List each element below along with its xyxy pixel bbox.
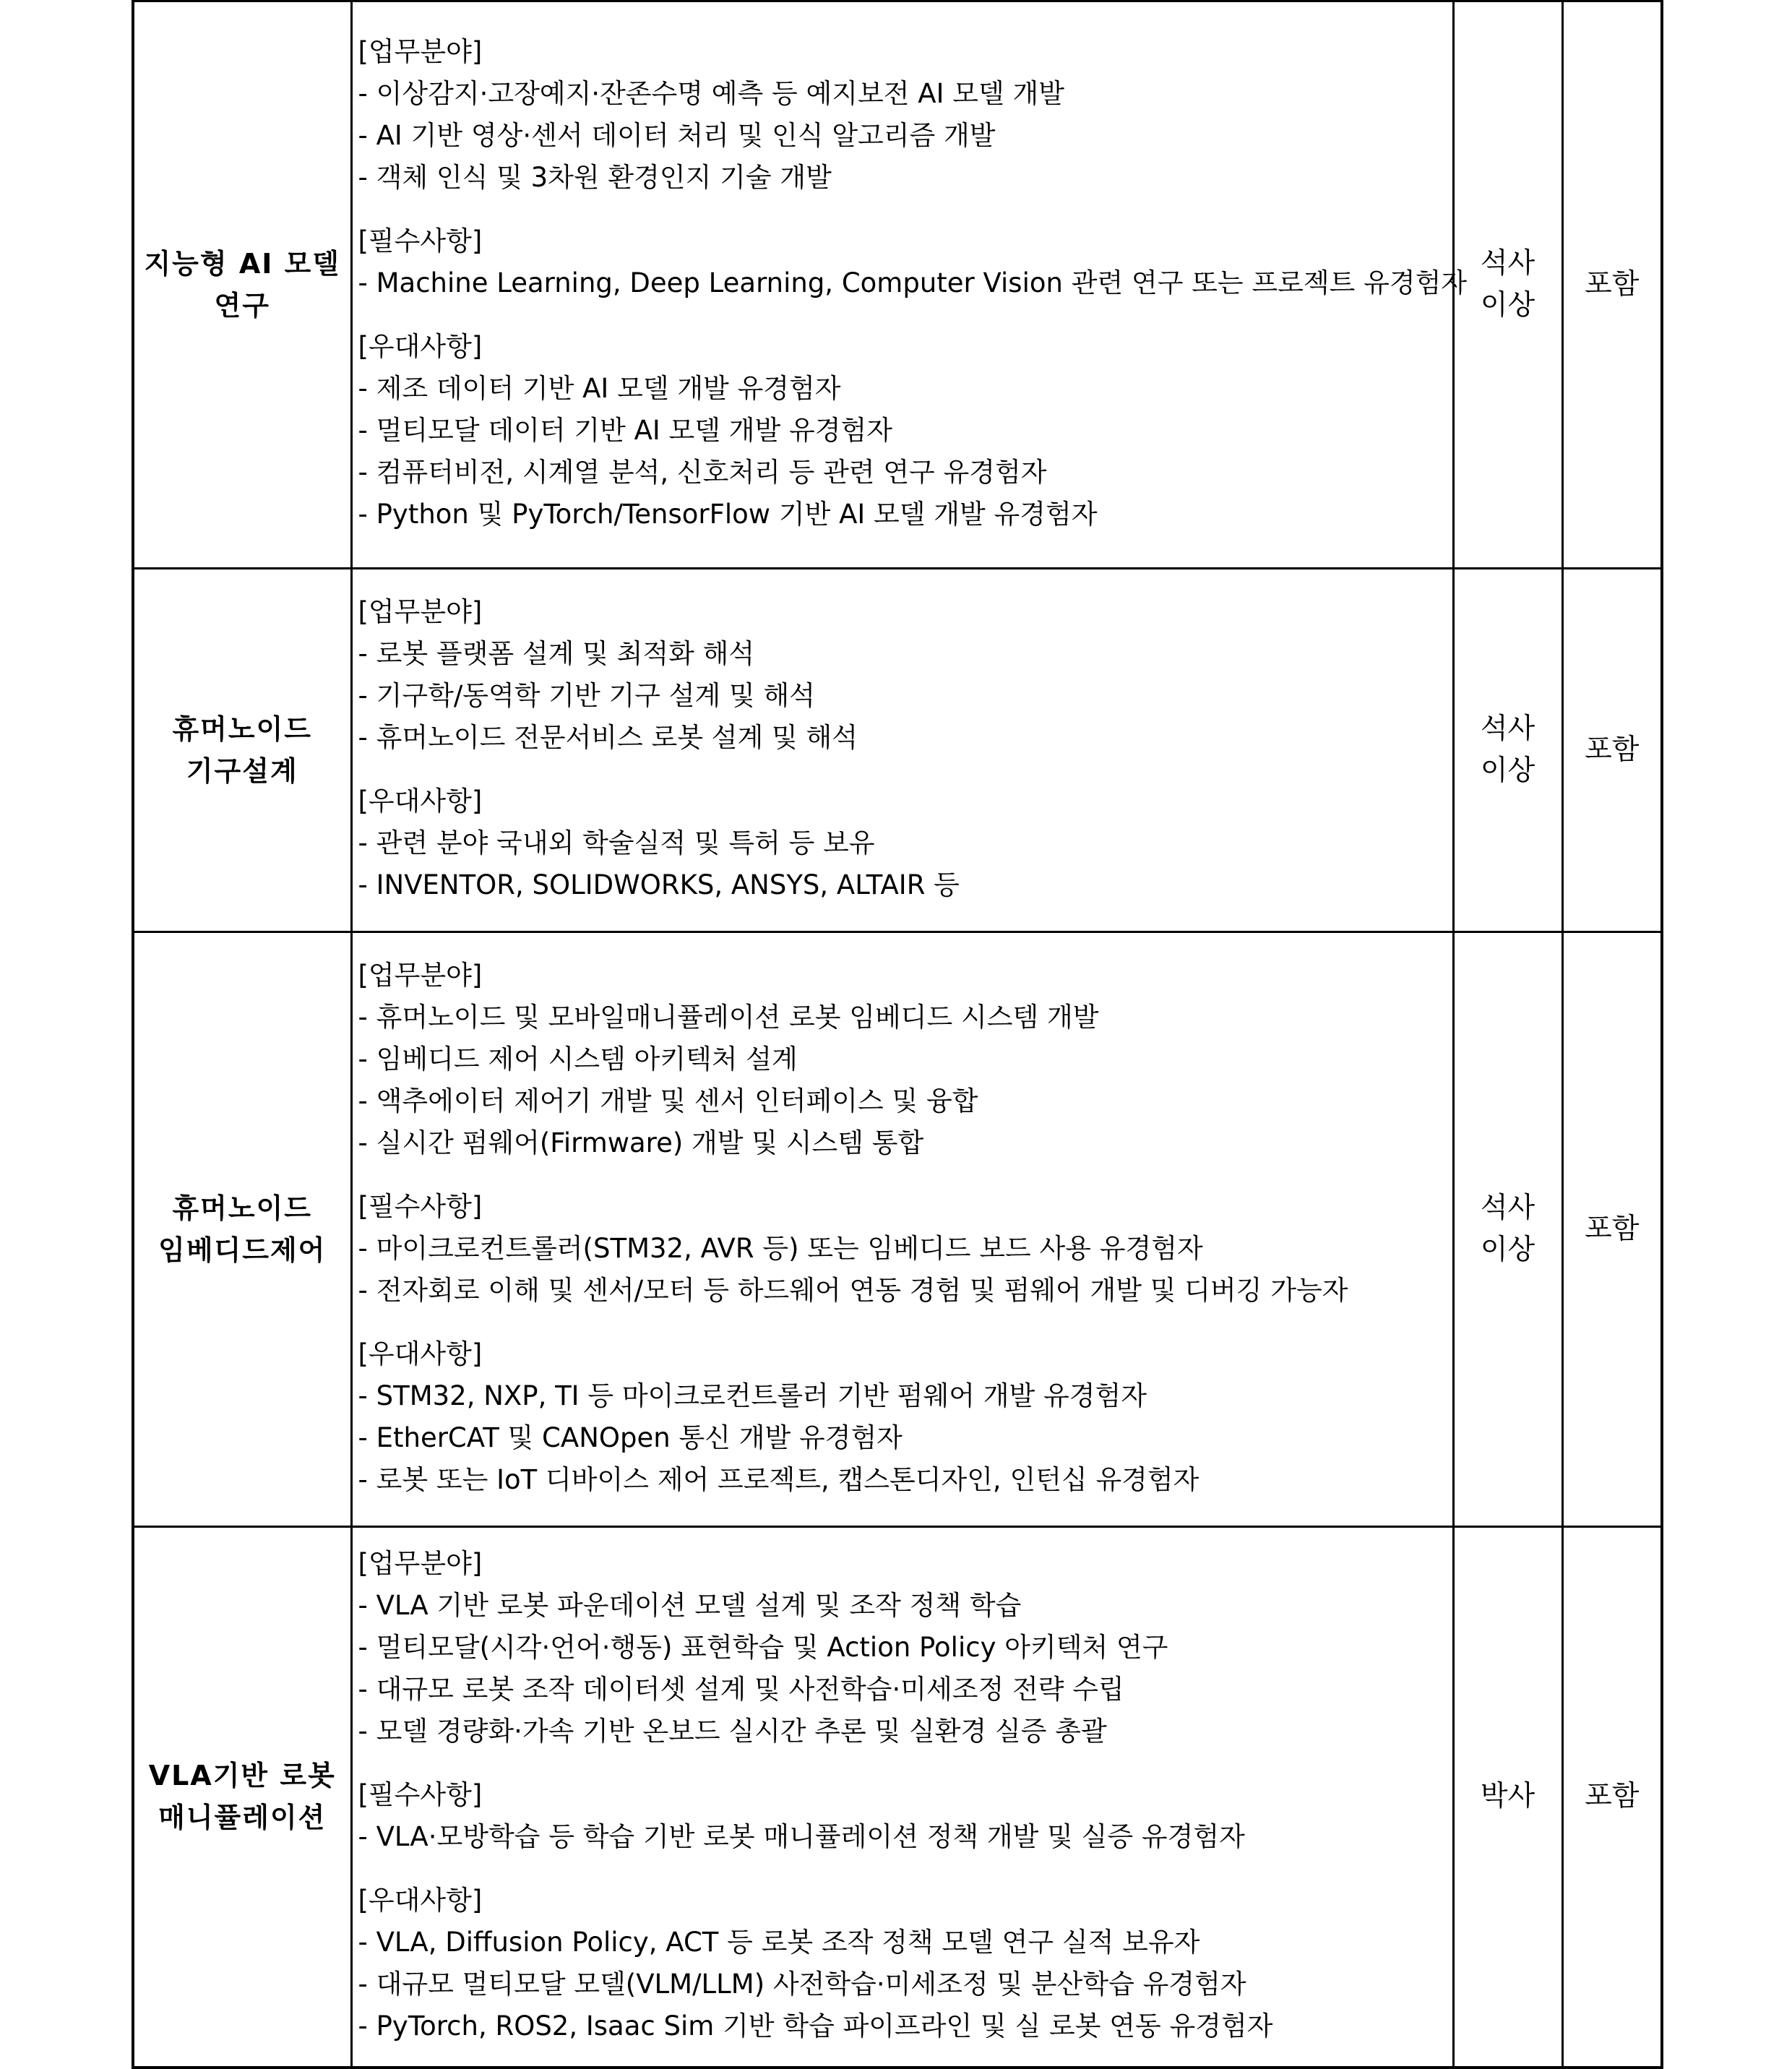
job-description-cell [351,932,1453,1527]
requirement-section [358,1774,1452,1858]
section-title: [우대사항] [358,1885,483,1917]
overseas-included: 포함 [1585,268,1640,301]
job-postings-body [133,1,1662,2068]
requirement-section [358,326,1452,535]
requirement-item: - Python 및 PyTorch/TensorFlow 기반 AI 모델 개발 유경험자 [358,499,1098,530]
job-row [133,569,1662,932]
requirement-item: - 멀티모달 데이터 기반 AI 모델 개발 유경험자 [358,415,893,446]
requirement-section [358,591,1452,759]
job-row [133,1,1662,569]
field-name-cell [133,569,351,932]
overseas-cell [1562,1527,1662,2068]
requirement-item: - VLA 기반 로봇 파운데이션 모델 설계 및 조작 정책 학습 [358,1590,1022,1622]
requirement-item: - VLA·모방학습 등 학습 기반 로봇 매니퓰레이션 정책 개발 및 실증 유경험자 [358,1821,1245,1853]
degree-requirement: 석사 [1480,1192,1535,1224]
degree-cell [1453,569,1562,932]
section-title: [업무분야] [358,36,483,67]
requirement-item: - 이상감지·고장예지·잔존수명 예측 등 예지보전 AI 모델 개발 [358,78,1064,109]
requirement-item: - AI 기반 영상·센서 데이터 처리 및 인식 알고리즘 개발 [358,120,996,151]
requirement-item: - PyTorch, ROS2, Isaac Sim 기반 학습 파이프라인 및 실 로봇 연동 유경험자 [358,2010,1273,2042]
field-name-line: VLA기반 로봇 [148,1760,336,1792]
requirement-item: - 휴머노이드 전문서비스 로봇 설계 및 해석 [358,722,858,753]
overseas-cell [1562,932,1662,1527]
overseas-included: 포함 [1585,1213,1640,1245]
job-row [133,1527,1662,2068]
requirement-item: - 대규모 로봇 조작 데이터셋 설계 및 사전학습·미세조정 전략 수립 [358,1674,1124,1705]
section-title: [우대사항] [358,1338,483,1369]
degree-requirement: 이상 [1480,1234,1535,1266]
requirement-item: - 전자회로 이해 및 센서/모터 등 하드웨어 연동 경험 및 펌웨어 개발 및 디버깅 가능자 [358,1275,1348,1306]
job-description-cell [351,569,1453,932]
section-title: [필수사항] [358,1779,483,1811]
requirement-section [358,1543,1452,1752]
field-name-line: 매니퓰레이션 [158,1802,327,1834]
requirement-item: - 관련 분야 국내외 학술실적 및 특허 등 보유 [358,827,875,859]
field-name-cell [133,932,351,1527]
requirement-section [358,1186,1452,1312]
requirement-item: - 실시간 펌웨어(Firmware) 개발 및 시스템 통합 [358,1127,924,1158]
degree-requirement: 박사 [1480,1780,1535,1813]
requirement-item: - 로봇 플랫폼 설계 및 최적화 해석 [358,638,755,669]
requirement-item: - EtherCAT 및 CANOpen 통신 개발 유경험자 [358,1422,903,1453]
requirement-item: - 액추에이터 제어기 개발 및 센서 인터페이스 및 융합 [358,1085,978,1117]
requirement-item: - VLA, Diffusion Policy, ACT 등 로봇 조작 정책 모델 연구 실적 보유자 [358,1927,1200,1958]
requirement-section [358,1880,1452,2047]
requirement-item: - 마이크로컨트롤러(STM32, AVR 등) 또는 임베디드 보드 사용 유경험자 [358,1233,1203,1264]
requirement-item: - 대규모 멀티모달 모델(VLM/LLM) 사전학습·미세조정 및 분산학습 유경험자 [358,1969,1246,2000]
section-title: [필수사항] [358,225,483,257]
overseas-cell [1562,569,1662,932]
requirement-item: - STM32, NXP, TI 등 마이크로컨트롤러 기반 펌웨어 개발 유경험자 [358,1380,1147,1411]
requirement-item: - Machine Learning, Deep Learning, Computer Vision 관련 연구 또는 프로젝트 유경험자 [358,267,1468,298]
job-description-cell [351,1527,1453,2068]
overseas-included: 포함 [1585,1780,1640,1813]
section-title: [업무분야] [358,1548,483,1580]
field-name-line: 기구설계 [186,755,298,787]
degree-requirement: 석사 [1480,247,1535,280]
requirement-section [358,955,1452,1164]
requirement-item: - 기구학/동역학 기반 기구 설계 및 해석 [358,680,816,711]
requirement-item: - 멀티모달(시각·언어·행동) 표현학습 및 Action Policy 아키텍처 연구 [358,1632,1168,1664]
requirement-section [358,780,1452,906]
section-title: [업무분야] [358,960,483,991]
field-name-cell [133,1,351,569]
requirement-section [358,31,1452,199]
requirement-item: - 휴머노이드 및 모바일매니퓰레이션 로봇 임베디드 시스템 개발 [358,1002,1099,1033]
overseas-included: 포함 [1585,734,1640,766]
requirement-item: - 로봇 또는 IoT 디바이스 제어 프로젝트, 캡스톤디자인, 인턴십 유경험자 [358,1464,1199,1495]
requirement-item: - 컴퓨터비전, 시계열 분석, 신호처리 등 관련 연구 유경험자 [358,457,1047,488]
job-description-cell [351,1,1468,569]
field-name-line: 휴머노이드 [172,1192,313,1224]
requirement-item: - 제조 데이터 기반 AI 모델 개발 유경험자 [358,373,841,404]
overseas-cell [1562,1,1662,569]
section-title: [업무분야] [358,596,483,627]
degree-requirement: 이상 [1480,754,1535,787]
section-title: [필수사항] [358,1191,483,1222]
section-title: [우대사항] [358,786,483,817]
degree-cell [1453,932,1562,1527]
requirement-item: - 모델 경량화·가속 기반 온보드 실시간 추론 및 실환경 실증 총괄 [358,1716,1107,1747]
section-title: [우대사항] [358,331,483,362]
requirement-item: - INVENTOR, SOLIDWORKS, ANSYS, ALTAIR 등 [358,869,960,900]
requirement-section [358,220,1468,304]
requirement-section [358,1333,1452,1501]
field-name-line: 임베디드제어 [158,1234,327,1266]
degree-cell [1453,1,1562,569]
field-name-line: 지능형 AI 모델 [144,248,341,280]
field-name-line: 연구 [214,290,270,322]
requirement-item: - 객체 인식 및 3차원 환경인지 기술 개발 [358,162,832,193]
field-name-line: 휴머노이드 [172,713,313,745]
job-row [133,932,1662,1527]
job-postings-table [132,0,1663,2069]
requirement-item: - 임베디드 제어 시스템 아키텍처 설계 [358,1044,798,1075]
degree-requirement: 이상 [1480,289,1535,322]
degree-requirement: 석사 [1480,713,1535,745]
field-name-cell [133,1527,351,2068]
degree-cell [1453,1527,1562,2068]
